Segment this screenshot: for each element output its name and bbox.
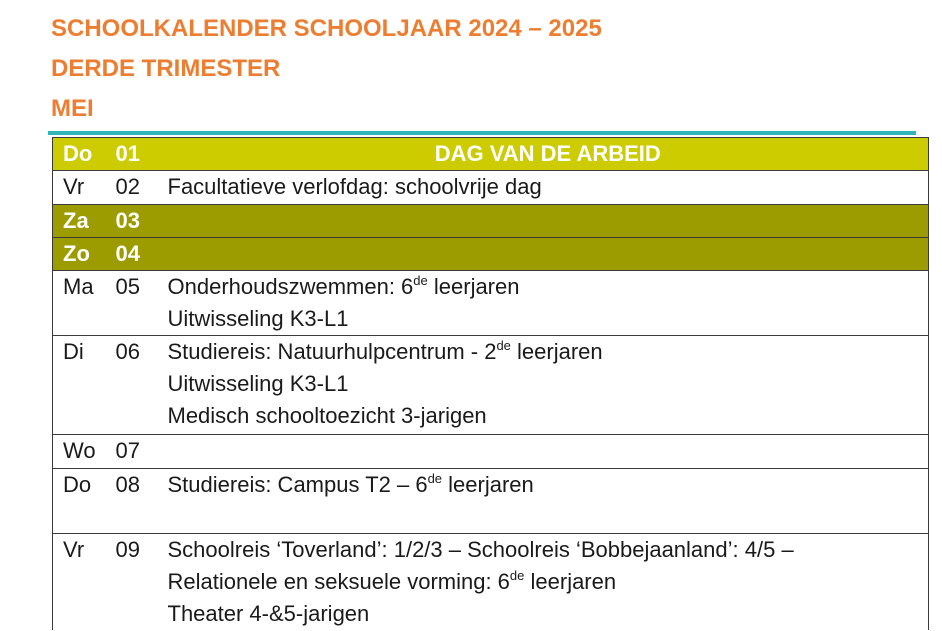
event-line: Studiereis: Natuurhulpcentrum - 2de leerjaren [167,338,603,364]
event-cell [168,435,929,469]
date-cell: 02 [116,171,168,205]
table-row [53,205,929,238]
day-cell: Za [53,205,116,238]
trimester-heading: DERDE TRIMESTER [51,55,281,82]
event-line: Uitwisseling K3-L1 [167,371,349,396]
table-row [53,469,929,534]
table-row [53,171,929,205]
day-cell: Vr [53,171,116,205]
table-row [53,238,929,271]
event-cell [168,238,929,271]
event-cell [168,271,929,336]
event-line: Studiereis: Campus T2 – 6de leerjaren [167,471,534,497]
event-cell [168,138,929,171]
day-cell: Wo [53,435,116,469]
day-cell: Do [53,469,116,534]
date-cell: 01 [116,138,168,171]
table-row [53,336,929,435]
day-cell: Do [53,138,116,171]
date-cell: 09 [116,534,168,631]
event-line: Relationele en seksuele vorming: 6de leerjaren [167,568,617,594]
date-cell: 07 [116,435,168,469]
month-heading: MEI [51,95,94,122]
event-cell [168,469,929,534]
event-line: Medisch schooltoezicht 3-jarigen [167,403,487,428]
date-cell: 05 [116,271,168,336]
event-cell [168,336,929,435]
event-cell [168,171,929,205]
table-row [53,534,929,631]
page-title: SCHOOLKALENDER SCHOOLJAAR 2024 – 2025 [51,15,602,42]
event-line: Facultatieve verlofdag: schoolvrije dag [167,174,542,199]
day-cell: Di [53,336,116,435]
table-row [53,271,929,336]
day-cell: Vr [53,534,116,631]
event-cell [168,205,929,238]
calendar-table [52,137,929,630]
table-row [53,138,929,171]
event-line: Theater 4-&5-jarigen [167,601,370,626]
date-cell: 03 [116,205,168,238]
date-cell: 06 [116,336,168,435]
day-cell: Ma [53,271,116,336]
date-cell: 04 [116,238,168,271]
event-line: Uitwisseling K3-L1 [167,306,349,331]
heading-divider [48,131,916,135]
event-line: Schoolreis ‘Toverland’: 1/2/3 – Schoolreis ‘Bobbejaanland’: 4/5 – [167,537,794,562]
day-cell: Zo [53,238,116,271]
event-cell [168,534,929,631]
table-row [53,435,929,469]
event-line: Onderhoudszwemmen: 6de leerjaren [167,273,520,299]
event-line: DAG VAN DE ARBEID [434,141,661,166]
date-cell: 08 [116,469,168,534]
